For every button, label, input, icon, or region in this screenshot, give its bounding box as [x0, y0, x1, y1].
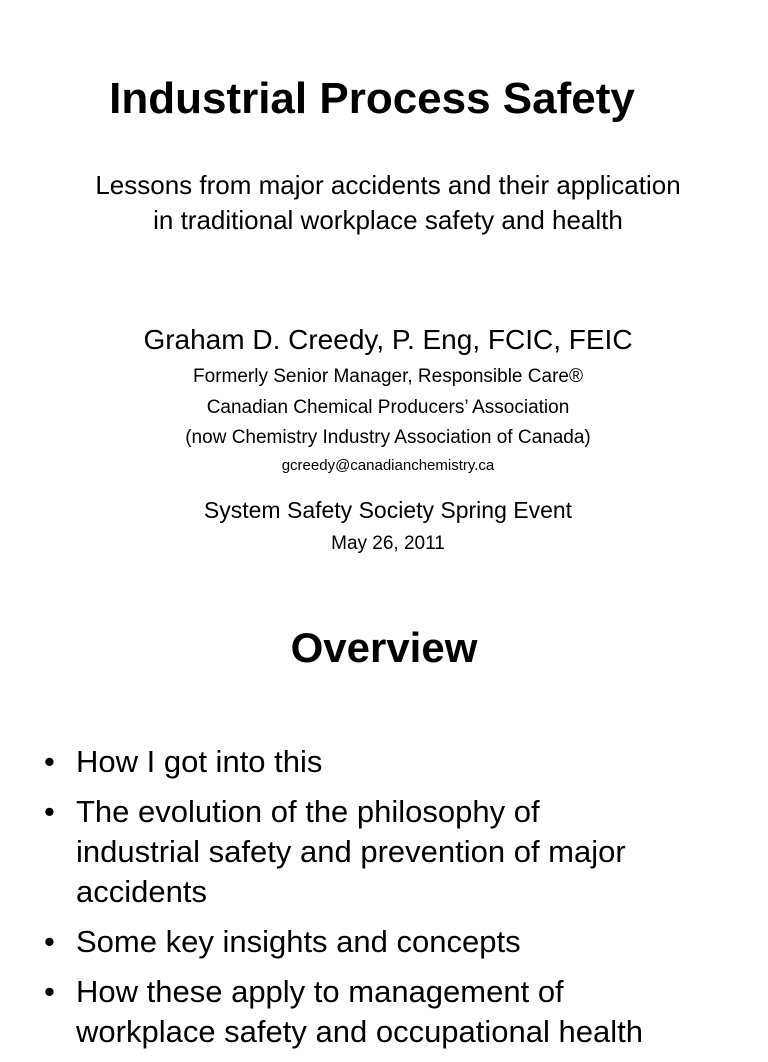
bullet-item	[40, 922, 768, 962]
bullet-line: workplace safety and occupational health	[76, 1014, 643, 1049]
subtitle-line-2: in traditional workplace safety and health	[153, 205, 623, 235]
event-date: May 26, 2011	[331, 533, 445, 554]
overview-title: Overview	[290, 624, 478, 671]
bullet-item	[40, 972, 768, 1052]
bullet-line: How these apply to management of	[76, 974, 564, 1009]
bullet-line: industrial safety and prevention of major	[76, 834, 626, 869]
affiliation-line-2: Canadian Chemical Producers’ Association	[206, 397, 570, 418]
affiliation-line-1: Formerly Senior Manager, Responsible Care®	[193, 366, 583, 387]
event-name: System Safety Society Spring Event	[203, 497, 573, 523]
bullet-item	[40, 792, 768, 912]
subtitle-line-1: Lessons from major accidents and their application	[95, 170, 681, 200]
author-name: Graham D. Creedy, P. Eng, FCIC, FEIC	[143, 324, 633, 355]
bullet-line: How I got into this	[76, 744, 323, 779]
bullet-line: accidents	[76, 874, 207, 909]
bullet-line: The evolution of the philosophy of	[76, 794, 540, 829]
overview-bullet-list	[40, 742, 768, 1062]
bullet-item	[40, 742, 768, 782]
slide-title: Industrial Process Safety	[109, 74, 635, 123]
bullet-icon: •	[44, 924, 55, 959]
bullet-line: Some key insights and concepts	[76, 924, 521, 959]
bullet-icon: •	[44, 744, 55, 779]
author-email: gcreedy@canadianchemistry.ca	[281, 457, 495, 474]
bullet-icon: •	[44, 974, 55, 1009]
bullet-icon: •	[44, 794, 55, 829]
slide-subtitle	[4, 168, 768, 238]
affiliation-line-3: (now Chemistry Industry Association of Canada)	[185, 427, 591, 448]
